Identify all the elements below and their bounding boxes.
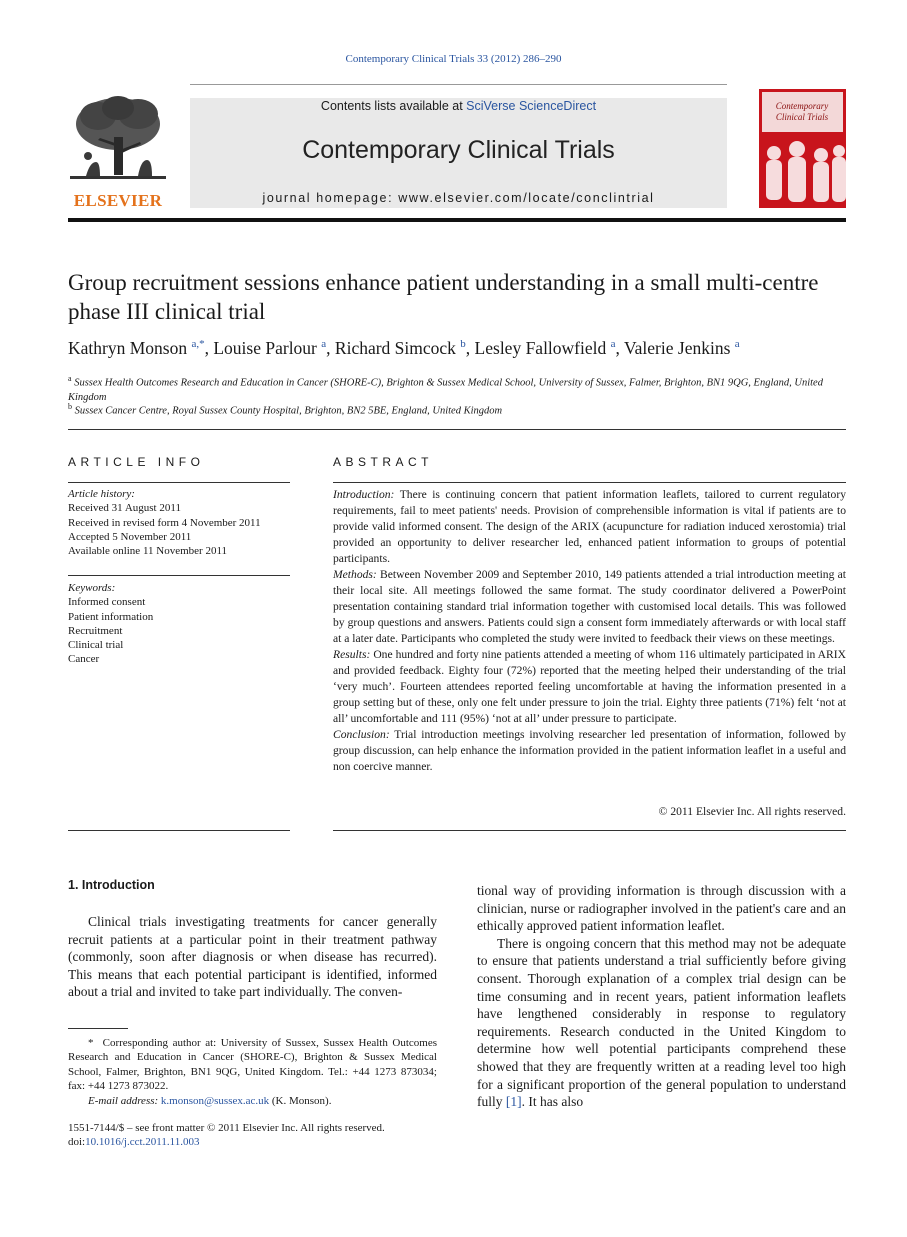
doi-link[interactable]: 10.1016/j.cct.2011.11.003 xyxy=(85,1136,200,1149)
abstract-section-text: One hundred and forty nine patients attended a meeting of whom 116 ultimately participated in ARIX and provided feedback. Eighty four (72%) reported that the meeting helped their understanding of the trial ‘very much’. Fourteen attendees reported feeling uncomfortable at having the information presented in a group setting but of these, only one felt under pressure to join the trial. Eighty three patients (71%) felt ‘not at all’ uncomfortable and 111 (95%) ‘not at all’ under pressure to participate. xyxy=(333,648,846,725)
article-history xyxy=(68,487,290,558)
abstract-copyright: © 2011 Elsevier Inc. All rights reserved. xyxy=(658,805,846,818)
author-name[interactable]: Louise Parlour xyxy=(213,338,317,358)
author-name[interactable]: Kathryn Monson xyxy=(68,338,188,358)
sciencedirect-link[interactable]: SciVerse ScienceDirect xyxy=(466,99,597,113)
header-bottom-rule xyxy=(68,218,846,222)
footnote-rule xyxy=(68,1028,128,1029)
issn-line: 1551-7144/$ – see front matter © 2011 Elsevier Inc. All rights reserved. xyxy=(68,1122,385,1134)
abstract-section xyxy=(333,487,846,567)
section-divider xyxy=(68,429,846,430)
article-title: Group recruitment sessions enhance patient understanding in a small multi-centre phase III clinical trial xyxy=(68,270,819,324)
author-affiliation-marker[interactable]: a xyxy=(610,338,616,351)
affiliation-marker: b xyxy=(68,402,72,411)
email-suffix: (K. Monson). xyxy=(269,1094,332,1107)
abstract-body xyxy=(333,487,846,775)
author-list: Kathryn Monson $^{a,*}$, Louise Parlour $^a$, Richard Simcock $^b$, Lesley Fallowfield $^a$, Valerie Jenkins $^a$ xyxy=(68,338,740,358)
abstract-section xyxy=(333,647,846,727)
section-divider xyxy=(68,575,290,576)
abstract-section-lead: Results: xyxy=(333,648,371,661)
affiliation xyxy=(68,400,847,419)
section-divider xyxy=(333,482,846,483)
author-name[interactable]: Lesley Fallowfield xyxy=(474,338,607,358)
affiliation-marker: a xyxy=(68,374,72,383)
journal-citation[interactable]: Contemporary Clinical Trials 33 (2012) 286–290 xyxy=(345,53,562,65)
front-matter-info xyxy=(68,1121,468,1150)
footnote-marker: * xyxy=(88,1037,94,1049)
body-paragraph: tional way of providing information is through discussion with a clinician, nurse or radiographer involved in the patient's care and an ethically approved patient information leaflet. xyxy=(477,883,846,934)
elsevier-logo-text: ELSEVIER xyxy=(73,191,163,210)
author-affiliation-marker[interactable]: b xyxy=(460,338,466,351)
email-label: E-mail address: xyxy=(88,1094,159,1107)
body-paragraph: Clinical trials investigating treatments for cancer generally recruit patients at a particular point in their treatment pathway (commonly, soon after diagnosis or when disease has recurred). This means that each potential participant is identified, informed about a trial and invited to take part individually. The conven- xyxy=(68,914,437,1000)
keyword-item: Informed consent xyxy=(68,596,146,609)
author-affiliation-marker[interactable]: a xyxy=(734,338,740,351)
author-name[interactable]: Richard Simcock xyxy=(334,338,456,358)
journal-name: Contemporary Clinical Trials xyxy=(302,136,615,164)
section-divider xyxy=(333,830,846,831)
abstract-section-text: Trial introduction meetings involving researcher led presentation of information, followed by group discussion, can help enhance the information provided in the patient information leaflet in a useful and non coercive manner. xyxy=(333,728,846,773)
doi-prefix: doi: xyxy=(68,1136,86,1149)
contents-prefix: Contents lists available at xyxy=(320,99,467,113)
journal-homepage[interactable]: journal homepage: www.elsevier.com/locate/conclintrial xyxy=(262,191,655,205)
body-paragraph xyxy=(477,935,846,1111)
body-column-right xyxy=(477,882,846,1111)
header-top-rule xyxy=(190,84,727,85)
svg-text:Clinical Trials: Clinical Trials xyxy=(775,112,829,122)
keyword-item: Clinical trial xyxy=(68,639,124,652)
author-affiliation-marker[interactable]: a,* xyxy=(191,338,205,351)
contents-line xyxy=(190,99,727,113)
abstract-section-text: Between November 2009 and September 2010, 149 patients attended a trial introduction meeting at their local site. All meetings followed the same format. The study coordinator delivered a PowerPoint presentation containing standard trial information together with customised local details. This was followed by group questions and answers. Patients could sign a consent form immediately afterwards or with local staff at a later date. Participants who completed the study were invited to feedback their views on these meetings. xyxy=(333,568,846,645)
keyword-item: Patient information xyxy=(68,610,154,623)
section-heading-introduction: 1. Introduction xyxy=(68,878,155,892)
keywords-list xyxy=(68,581,290,667)
abstract-section-lead: Conclusion: xyxy=(333,728,390,741)
cover-title-text: Contemporary xyxy=(775,101,829,111)
history-item: Received 31 August 2011 xyxy=(68,502,181,515)
history-item: Accepted 5 November 2011 xyxy=(68,530,192,543)
keyword-item: Cancer xyxy=(68,653,100,666)
abstract-section-lead: Methods: xyxy=(333,568,377,581)
section-divider xyxy=(68,830,290,831)
body-text: There is ongoing concern that this method may not be adequate to ensure that patients understand a trial sufficiently before giving consent. Thorough explanation of a complex trial design can be time consuming and in recent years, patient information leaflets have lengthened considerably in response to regulatory requirements. Research conducted in the United Kingdom to determine how well potential participants comprehend these showed that they are frequently written at a reading level too high for a significant proportion of the general population to understand fully xyxy=(477,935,846,1110)
body-column-left xyxy=(68,913,437,1001)
history-label: Article history: xyxy=(68,488,135,500)
affiliation-text: Sussex Cancer Centre, Royal Sussex County Hospital, Brighton, BN2 5BE, England, United Kingdom xyxy=(74,405,503,417)
abstract-section-lead: Introduction: xyxy=(333,488,395,501)
corresponding-author-footnote xyxy=(68,1036,437,1108)
section-divider xyxy=(68,482,290,483)
author-name[interactable]: Valerie Jenkins xyxy=(623,338,731,358)
journal-cover-thumbnail[interactable] xyxy=(759,89,846,208)
history-item: Received in revised form 4 November 2011 xyxy=(68,516,261,529)
footnote-text: Corresponding author at: University of Sussex, Sussex Health Outcomes Research and Education in Cancer (SHORE-C), Brighton & Sussex Medical School, Falmer, Brighton, BN1 9QG, United Kingdom. Tel.: +44 1273 873034; fax: +44 1273 873022. xyxy=(68,1037,437,1093)
abstract-heading: ABSTRACT xyxy=(333,455,434,469)
author-email-link[interactable]: k.monson@sussex.ac.uk xyxy=(160,1094,270,1107)
body-text: . It has also xyxy=(521,1094,584,1110)
abstract-section xyxy=(333,727,846,775)
article-info-heading: ARTICLE INFO xyxy=(68,455,205,469)
affiliation-text: Sussex Health Outcomes Research and Education in Cancer (SHORE-C), Brighton & Sussex Medical School, University of Sussex, Falmer, Brighton, BN1 9QG, England, United Kingdom xyxy=(68,377,823,403)
keywords-label: Keywords: xyxy=(68,582,116,594)
author-affiliation-marker[interactable]: a xyxy=(321,338,327,351)
history-item: Available online 11 November 2011 xyxy=(68,545,228,558)
abstract-section-text: There is continuing concern that patient information leaflets, tailored to current regulatory requirements, fail to meet patients' needs. Provision of comprehensible information is vital if patients are to provide valid informed consent. The design of the ARIX (acupuncture for radiation induced xerostomia) trial provided an opportunity to deliver researcher led, enhanced patient information to groups of potential participants. xyxy=(333,488,846,565)
keyword-item: Recruitment xyxy=(68,624,123,637)
reference-link[interactable]: [1] xyxy=(505,1094,522,1110)
abstract-section xyxy=(333,567,846,647)
